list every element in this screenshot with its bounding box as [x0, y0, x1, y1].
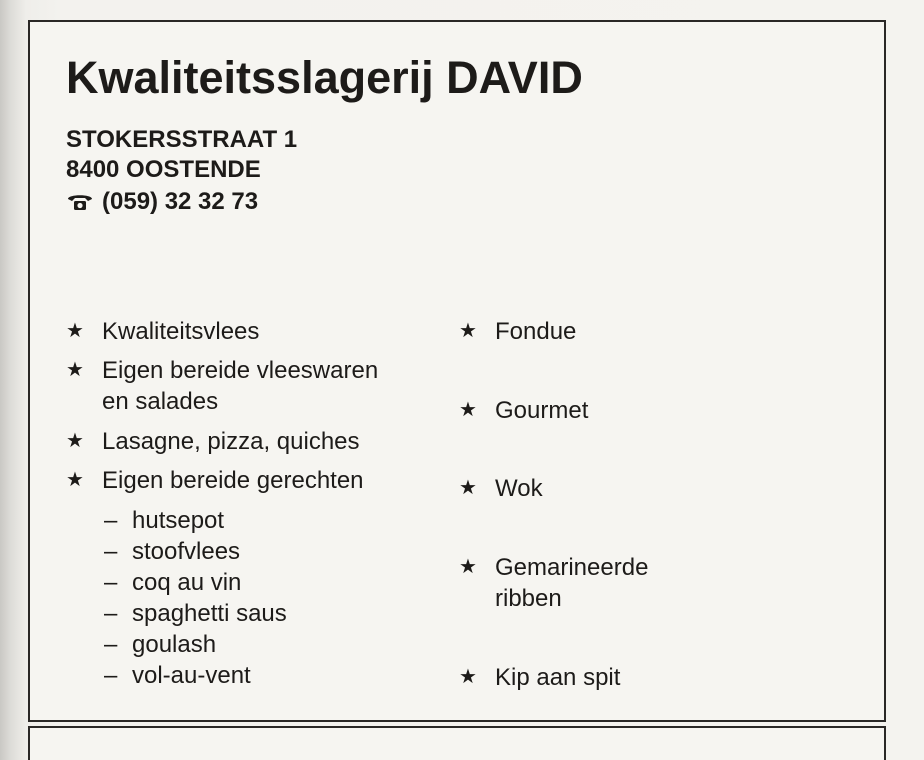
bullet-star-icon: ★: [459, 556, 477, 578]
service-item: Eigen bereide gerechten: [102, 467, 364, 494]
specialty-item: Wok: [495, 475, 543, 502]
dish-item: stoofvlees: [132, 538, 241, 565]
specialty-item: Gourmet: [495, 397, 589, 424]
dish-item: hutsepot: [132, 507, 225, 534]
service-item: Lasagne, pizza, quiches: [102, 428, 360, 455]
specialty-item: Gemarineerde: [495, 554, 649, 581]
street-address: STOKERSSTRAAT 1: [66, 126, 298, 153]
sub-item-dash: –: [104, 569, 118, 596]
specialty-item: Fondue: [495, 318, 577, 345]
service-item: Kwaliteitsvlees: [102, 318, 260, 345]
bullet-star-icon: ★: [459, 666, 477, 688]
dish-item: vol-au-vent: [132, 662, 251, 689]
bullet-star-icon: ★: [66, 359, 84, 381]
sub-item-dash: –: [104, 600, 118, 627]
telephone-icon: [66, 191, 94, 213]
bullet-star-icon: ★: [66, 320, 84, 342]
bullet-star-icon: ★: [66, 430, 84, 452]
specialty-item-continued: ribben: [495, 585, 562, 612]
dish-item: coq au vin: [132, 569, 242, 596]
sub-item-dash: –: [104, 662, 118, 689]
phone-line: [66, 188, 258, 216]
sub-item-dash: –: [104, 631, 118, 658]
service-item-continued: en salades: [102, 388, 219, 415]
bullet-star-icon: ★: [459, 477, 477, 499]
bullet-star-icon: ★: [66, 469, 84, 491]
sub-item-dash: –: [104, 507, 118, 534]
sub-item-dash: –: [104, 538, 118, 565]
bullet-star-icon: ★: [459, 399, 477, 421]
dish-item: spaghetti saus: [132, 600, 287, 627]
business-name: Kwaliteitsslagerij DAVID: [66, 52, 583, 103]
phone-number: (059) 32 32 73: [102, 188, 259, 215]
specialty-item: Kip aan spit: [495, 664, 621, 691]
bullet-star-icon: ★: [459, 320, 477, 342]
service-item: Eigen bereide vleeswaren: [102, 357, 379, 384]
city-address: 8400 OOSTENDE: [66, 156, 261, 183]
dish-item: goulash: [132, 631, 217, 658]
next-advertisement-box: [28, 726, 886, 760]
